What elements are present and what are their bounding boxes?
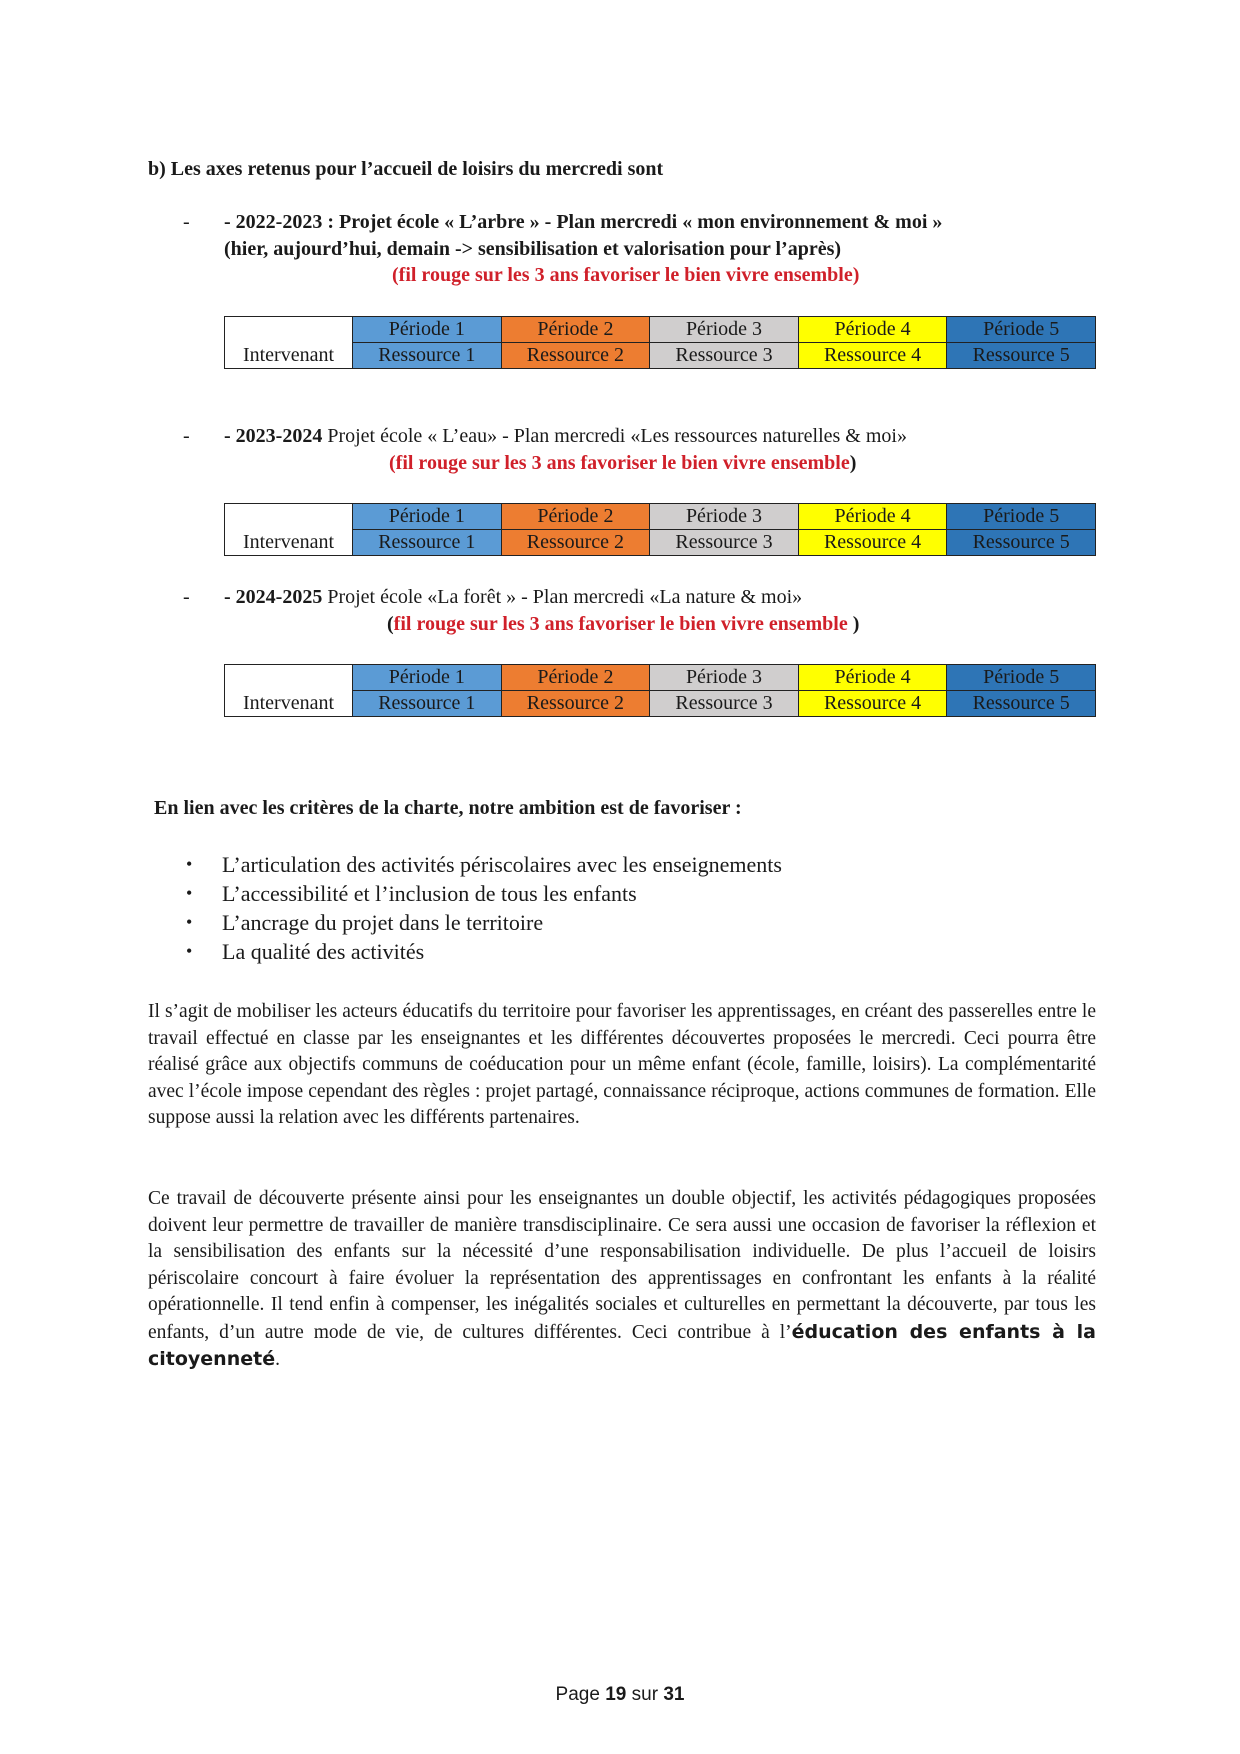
- project-2023-year: - 2023-2024: [224, 425, 323, 447]
- resource-cell: Ressource 5: [947, 530, 1096, 556]
- paragraph-2-end: .: [275, 1349, 280, 1370]
- ambition-title: En lien avec les critères de la charte, notre ambition est de favoriser :: [154, 797, 742, 819]
- resource-cell: Ressource 3: [650, 343, 799, 369]
- page-word: Page: [555, 1684, 600, 1705]
- period-cell: Période 2: [501, 504, 650, 530]
- period-cell: Période 4: [798, 665, 947, 691]
- table-row: [225, 317, 1096, 343]
- period-cell: Période 4: [798, 504, 947, 530]
- table-row: [225, 343, 1096, 369]
- project-2024-fil-rouge-line: [387, 613, 859, 636]
- project-2024-line: [224, 586, 802, 609]
- opening-paren: (: [387, 613, 394, 635]
- resource-cell: Ressource 3: [650, 691, 799, 717]
- closing-paren: ): [847, 613, 860, 635]
- dash-marker: -: [183, 211, 190, 233]
- project-2024-year: - 2024-2025: [224, 586, 323, 608]
- page-footer: [0, 1684, 1240, 1706]
- resource-cell: Ressource 2: [501, 530, 650, 556]
- period-cell: Période 4: [798, 317, 947, 343]
- period-cell: Période 1: [353, 665, 502, 691]
- intervenant-label: Intervenant: [225, 317, 353, 369]
- project-2022-line1: - 2022-2023 : Projet école « L’arbre » - Plan mercredi « mon environnement & moi »: [224, 211, 943, 233]
- period-cell: Période 5: [947, 665, 1096, 691]
- table-row: [225, 665, 1096, 691]
- list-item: • L’ancrage du projet dans le territoire: [186, 908, 782, 937]
- resource-cell: Ressource 5: [947, 691, 1096, 717]
- project-2023-line: [224, 425, 907, 448]
- paragraph-2-text: Ce travail de découverte présente ainsi pour les enseignantes un double objectif, les activités pédagogiques proposées doivent leur permettre de travailler de manière transdisciplinaire. Ce sera aussi une occasion de favoriser la réflexion et la sensibilisation des enfants sur la nécessité d’une responsabilisation individuelle. De plus l’accueil de loisirs périscolaire concourt à faire évoluer la représentation des apprentissages en confrontant les enfants à la réalité opérationnelle. Il tend enfin à compenser, les inégalités sociales et culturelles en permettant la découverte, par tous les enfants, d’un autre mode de vie, de cultures différentes. Ceci contribue à l’: [148, 1188, 1096, 1343]
- criteria-list: [186, 850, 782, 966]
- page-number: 19: [605, 1684, 627, 1705]
- intervenant-label: Intervenant: [225, 665, 353, 717]
- table-row: [225, 530, 1096, 556]
- dash-marker: -: [183, 586, 190, 608]
- list-item: • L’articulation des activités périscolaires avec les enseignements: [186, 850, 782, 879]
- period-cell: Période 5: [947, 504, 1096, 530]
- citizenship-emphasis: éducation des enfants à la citoyenneté: [148, 1320, 1096, 1370]
- list-item: • La qualité des activités: [186, 937, 782, 966]
- resource-cell: Ressource 5: [947, 343, 1096, 369]
- resource-cell: Ressource 2: [501, 343, 650, 369]
- list-item: • L’accessibilité et l’inclusion de tous les enfants: [186, 879, 782, 908]
- closing-paren: ): [849, 452, 857, 474]
- dash-marker: -: [183, 425, 190, 447]
- period-cell: Période 5: [947, 317, 1096, 343]
- project-2022-fil-rouge: (fil rouge sur les 3 ans favoriser le bien vivre ensemble): [392, 264, 860, 286]
- resource-cell: Ressource 2: [501, 691, 650, 717]
- schedule-table-2024: [224, 664, 1096, 717]
- resource-cell: Ressource 4: [798, 530, 947, 556]
- period-cell: Période 3: [650, 504, 799, 530]
- project-2024-fil-rouge: fil rouge sur les 3 ans favoriser le bien vivre ensemble: [393, 613, 848, 635]
- table-row: [225, 691, 1096, 717]
- resource-cell: Ressource 3: [650, 530, 799, 556]
- paragraph-1: Il s’agit de mobiliser les acteurs éducatifs du territoire pour favoriser les apprentissages, en créant des passerelles entre le travail effectué en classe par les enseignantes et les différentes découvertes proposées le mercredi. Ceci pourra être réalisé grâce aux objectifs communs de coéducation pour un même enfant (école, famille, loisirs). La complémentarité avec l’école impose cependant des règles : projet partagé, connaissance réciproque, actions communes de formation. Elle suppose aussi la relation avec les différents partenaires.: [148, 1001, 1096, 1128]
- project-2024-text: Projet école «La forêt » - Plan mercredi «La nature & moi»: [322, 586, 803, 608]
- table-row: [225, 504, 1096, 530]
- schedule-table-2023: [224, 503, 1096, 556]
- paragraph-2: [148, 1186, 1096, 1374]
- period-cell: Période 3: [650, 317, 799, 343]
- resource-cell: Ressource 1: [353, 343, 502, 369]
- intervenant-label: Intervenant: [225, 504, 353, 556]
- period-cell: Période 1: [353, 504, 502, 530]
- resource-cell: Ressource 4: [798, 691, 947, 717]
- page-total: 31: [663, 1684, 685, 1705]
- resource-cell: Ressource 1: [353, 691, 502, 717]
- resource-cell: Ressource 4: [798, 343, 947, 369]
- period-cell: Période 1: [353, 317, 502, 343]
- project-2022-line2: (hier, aujourd’hui, demain -> sensibilisation et valorisation pour l’après): [224, 238, 842, 260]
- project-2023-fil-rouge-line: [389, 452, 856, 475]
- schedule-table-2022: [224, 316, 1096, 369]
- of-word: sur: [631, 1684, 659, 1705]
- period-cell: Période 3: [650, 665, 799, 691]
- project-2023-text: Projet école « L’eau» - Plan mercredi «Les ressources naturelles & moi»: [322, 425, 907, 447]
- project-2023-fil-rouge: (fil rouge sur les 3 ans favoriser le bien vivre ensemble: [389, 452, 850, 474]
- resource-cell: Ressource 1: [353, 530, 502, 556]
- section-title: b) Les axes retenus pour l’accueil de loisirs du mercredi sont: [148, 158, 664, 180]
- period-cell: Période 2: [501, 317, 650, 343]
- period-cell: Période 2: [501, 665, 650, 691]
